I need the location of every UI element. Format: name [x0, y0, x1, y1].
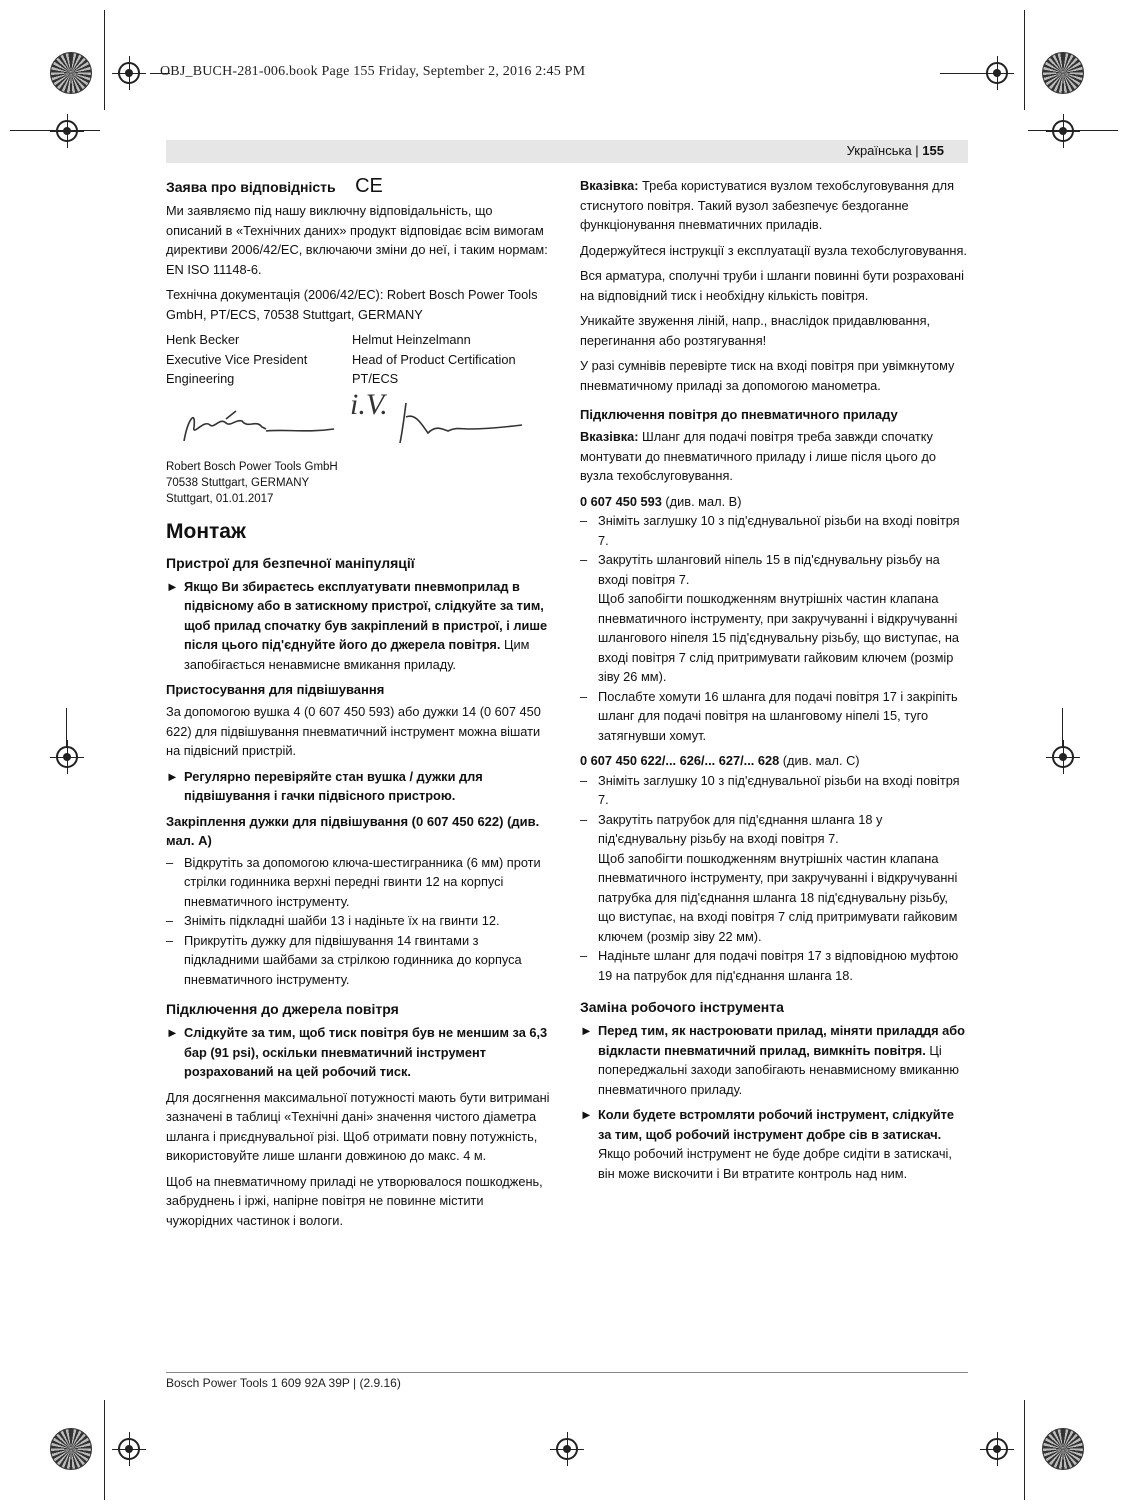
handwritten-signatures — [166, 389, 552, 453]
hanging-heading: Пристосування для підвішування — [166, 682, 385, 697]
running-head: Українська | 155 — [166, 140, 968, 163]
crop-line — [1062, 708, 1063, 748]
print-header: OBJ_BUCH-281-006.book Page 155 Friday, September 2, 2016 2:45 PM — [160, 64, 586, 79]
signature-iv: i.V. — [350, 387, 388, 421]
air-bullet: ► Слідкуйте за тим, щоб тиск повітря був не меншим за 6,3 бар (91 psi), оскільки пневматичний інструмент розрахований на цей робочий тиск. — [166, 1023, 552, 1082]
declaration-text: Ми заявляємо під нашу виключну відповідальність, що описаний в «Технічних даних» продукт відповідає всім вимогам директиви 2006/42/EC, включаючи зміни до неї, і таким нормам: EN ISO 11148-6. — [166, 203, 548, 277]
triangle-bullet-icon: ► — [580, 1107, 593, 1122]
footer-rule — [166, 1372, 968, 1373]
tool-bullet-1: ► Перед тим, як настроювати прилад, міняти приладдя або відкласти пневматичний прилад, вимкніть повітря. Ці попереджальні заходи запобігають ненавмисному вмиканню пневматичного приладу. — [580, 1021, 968, 1099]
paragraph: Уникайте звуження ліній, напр., внаслідок придавлювання, перегинання або розтягування! — [580, 313, 931, 348]
signatory-dept: Engineering — [166, 371, 235, 386]
list-subtext: Щоб запобігти пошкодженням внутрішніх частин клапана пневматичного інструменту, при закручуванні і відкручуванні шлангового ніпеля 15 під'єднувальну різьбу, що виступає, на вході повітря 7 слід притримувати гайковим ключем (розмір зіву 26 мм). — [598, 591, 960, 684]
signatory-dept: PT/ECS — [352, 371, 399, 386]
crop-mark-icon — [56, 120, 78, 142]
safety-heading: Пристрої для безпечної маніпуляції — [166, 554, 415, 571]
crop-mark-icon — [556, 1438, 578, 1460]
list-item: – Зніміть заглушку 10 з під'єднувальної різьби на вході повітря 7. — [580, 772, 960, 807]
running-head-language: Українська — [846, 143, 912, 158]
footer: Bosch Power Tools 1 609 92A 39P | (2.9.16) — [166, 1376, 401, 1390]
crop-line — [940, 73, 984, 74]
crop-mark-icon — [56, 746, 78, 768]
triangle-bullet-icon: ► — [166, 1025, 179, 1040]
right-column — [580, 176, 968, 1189]
registration-rosette-icon — [50, 1428, 92, 1470]
tech-doc-text: Технічна документація (2006/42/EC): Robert Bosch Power Tools GmbH, PT/ECS, 70538 Stuttgart, GERMANY — [166, 287, 538, 322]
registration-rosette-icon — [1042, 52, 1084, 94]
list-item: – Закрутіть шланговий ніпель 15 в під'єднувальну різьбу на вході повітря 7. — [580, 552, 940, 587]
crop-line — [104, 10, 105, 110]
list-item: – Послабте хомути 16 шланга для подачі повітря 17 і закріпіть шланг для подачі повітря на шланговому ніпелі 15, туго затягнувши хомут. — [580, 688, 958, 743]
crop-mark-icon — [118, 62, 140, 84]
crop-line — [1024, 10, 1025, 110]
left-column — [166, 176, 552, 1236]
triangle-bullet-icon: ► — [166, 578, 179, 594]
triangle-bullet-icon: ► — [580, 1023, 593, 1038]
signatory-name: Helmut Heinzelmann — [352, 332, 471, 347]
fix-heading: Закріплення дужки для підвішування (0 607 450 622) (див. мал. A) — [166, 813, 540, 848]
crop-line — [104, 1400, 105, 1500]
air-text-2: Щоб на пневматичному приладі не утворювалося пошкоджень, забруднень і іржі, напірне повітря не повинне містити чужорідних частинок і вологи. — [166, 1173, 543, 1228]
page-number: 155 — [922, 143, 944, 158]
air-heading: Підключення до джерела повітря — [166, 1001, 399, 1017]
crop-mark-icon — [986, 1438, 1008, 1460]
list-item: – Відкрутіть за допомогою ключа-шестигранника (6 мм) проти стрілки годинника верхні передні гвинти 12 на корпусі пневматичного інструменту. — [166, 854, 541, 909]
list-item: – Прикрутіть дужку для підвішування 14 гвинтами з підкладними шайбами за стрілкою годинника до корпуса пневматичного інструменту. — [166, 932, 522, 987]
signatory-title: Executive Vice President — [166, 351, 308, 367]
declaration-heading: Заява про відповідність CE — [166, 175, 383, 197]
crop-mark-icon — [118, 1438, 140, 1460]
list-item: – Надіньте шланг для подачі повітря 17 з відповідною муфтою 19 на патрубок для під'єднання шланга 18. — [580, 948, 959, 983]
list-item: – Зніміть заглушку 10 з під'єднувальної різьби на вході повітря 7. — [580, 513, 960, 548]
section-heading-montazh: Монтаж — [166, 519, 246, 543]
note-2: Вказівка: Шланг для подачі повітря треба завжди спочатку монтувати до пневматичного приладу і лише після цього до вузла техобслуговування. — [580, 429, 936, 483]
tool-bullet-2: ► Коли будете встромляти робочий інструмент, слідкуйте за тим, щоб робочий інструмент добре сів в затискач. Якщо робочий інструмент не буде добре сидіти в затискачі, він може вискочити і Ви втратите контроль над ним. — [580, 1105, 968, 1183]
crop-line — [66, 708, 67, 748]
crop-line — [1028, 130, 1118, 131]
safety-bullet: ► Якщо Ви збираєтесь експлуатувати пневмоприлад в підвісному або в затискному пристрої, слідкуйте за тим, щоб прилад спочатку був закріплений в пристрої, і лише після цього під'єднуйте його до джерела повітря. Цим запобігається ненавмисне вмикання приладу. — [166, 577, 552, 675]
model-1-heading: 0 607 450 593 (див. мал. B) — [580, 493, 742, 509]
triangle-bullet-icon: ► — [166, 768, 179, 784]
ce-mark-icon: CE — [355, 175, 383, 197]
registration-rosette-icon — [1042, 1428, 1084, 1470]
crop-line — [1024, 1400, 1025, 1500]
crop-line — [10, 130, 100, 131]
connect-heading: Підключення повітря до пневматичного приладу — [580, 407, 898, 422]
tool-heading: Заміна робочого інструмента — [580, 999, 784, 1015]
company-address: Robert Bosch Power Tools GmbH 70538 Stuttgart, GERMANY Stuttgart, 01.01.2017 — [166, 460, 338, 505]
paragraph: Вся арматура, сполучні труби і шланги повинні бути розраховані на відповідний тиск і необхідну кількість повітря. — [580, 268, 964, 303]
model-2-heading: 0 607 450 622/... 626/... 627/... 628 (див. мал. C) — [580, 753, 860, 768]
paragraph: Додержуйтеся інструкції з експлуатації вузла техобслуговування. — [580, 242, 967, 258]
hanging-bullet: ► Регулярно перевіряйте стан вушка / дужки для підвішування і гачки підвісного пристрою. — [166, 767, 552, 806]
list-subtext: Щоб запобігти пошкодженням внутрішніх частин клапана пневматичного інструменту, при закручуванні і відкручуванні патрубка для під'єднання шланга 18 під'єднувальну різьбу, що виступає, на вході повітря 7 слід притримувати гайковим ключем (розмір зіву 22 мм). — [598, 850, 958, 944]
list-item: – Закрутіть патрубок для під'єднання шланга 18 у під'єднувальну різьбу на вході повітря 7. — [580, 811, 883, 846]
signatory-title: Head of Product Certification — [352, 351, 516, 367]
signatories — [166, 330, 552, 389]
registration-rosette-icon — [50, 52, 92, 94]
list-item: – Зніміть підкладні шайби 13 і надіньте їх на гвинти 12. — [166, 913, 500, 928]
air-text-1: Для досягнення максимальної потужності мають бути витримані зазначені в таблиці «Технічні дані» значення чистого діаметра шланга і приєднувальної різі. Щоб отримати повну потужність, використовуйте лише шланги довжиною до макс. 4 м. — [166, 1089, 550, 1163]
paragraph: У разі сумнівів перевірте тиск на вході повітря при увімкнутому пневматичному приладі за допомогою манометра. — [580, 358, 955, 393]
crop-mark-icon — [986, 62, 1008, 84]
hanging-text: За допомогою вушка 4 (0 607 450 593) або дужки 14 (0 607 450 622) для підвішування пневматичний інструмент можна вішати на підвісний пристрій. — [166, 704, 541, 758]
signatory-name: Henk Becker — [166, 332, 240, 347]
crop-mark-icon — [1052, 120, 1074, 142]
crop-mark-icon — [1052, 746, 1074, 768]
note-1: Вказівка: Треба користуватися вузлом техобслуговування для стиснутого повітря. Такий вузол забезпечує бездоганне функціонування пневматичних приладів. — [580, 178, 955, 232]
